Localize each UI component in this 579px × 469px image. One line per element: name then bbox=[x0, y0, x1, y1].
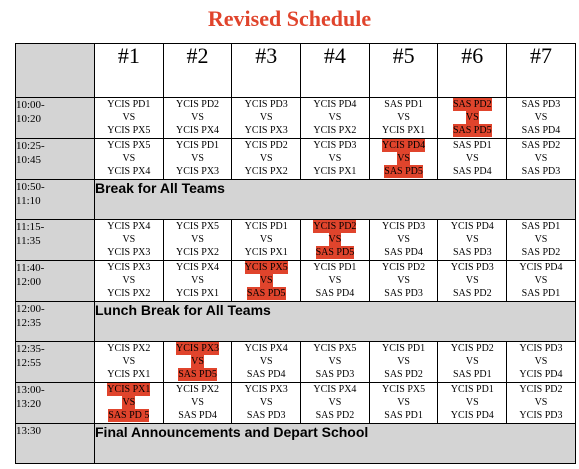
vs-label: VS bbox=[397, 153, 410, 164]
match-cell-highlighted bbox=[163, 342, 232, 383]
vs-label: VS bbox=[397, 234, 410, 245]
column-header: #7 bbox=[507, 44, 576, 98]
vs-label: VS bbox=[259, 397, 273, 408]
match-cell bbox=[95, 342, 164, 383]
vs-label: VS bbox=[191, 275, 204, 286]
time-label: 12:35 bbox=[16, 317, 42, 329]
match-cell bbox=[369, 220, 438, 261]
team-name: SAS PD2 bbox=[384, 369, 423, 380]
team-name: YCIS PX1 bbox=[382, 125, 426, 136]
team-name: YCIS PX3 bbox=[107, 247, 151, 258]
vs-label: VS bbox=[328, 112, 342, 123]
vs-label: VS bbox=[259, 234, 273, 245]
vs-label: VS bbox=[191, 397, 204, 408]
match-row bbox=[16, 342, 576, 383]
time-slot bbox=[16, 424, 95, 464]
team-name: SAS PD5 bbox=[246, 288, 286, 299]
team-name: YCIS PX3 bbox=[244, 125, 288, 136]
team-name: SAS PD1 bbox=[384, 410, 423, 421]
time-label: 12:00 bbox=[16, 276, 42, 288]
time-label: 10:50- bbox=[16, 181, 45, 193]
team-name: YCIS PX2 bbox=[175, 247, 220, 258]
match-cell bbox=[95, 261, 164, 302]
break-label: Lunch Break for All Teams bbox=[95, 302, 576, 342]
team-name: YCIS PD3 bbox=[519, 410, 563, 421]
team-name: YCIS PD2 bbox=[313, 221, 357, 232]
team-name: YCIS PD4 bbox=[519, 369, 563, 380]
match-row bbox=[16, 383, 576, 424]
match-cell bbox=[301, 98, 370, 139]
team-name: YCIS PX5 bbox=[382, 384, 426, 395]
match-cell bbox=[438, 261, 507, 302]
vs-label: VS bbox=[465, 275, 479, 286]
match-cell bbox=[507, 383, 576, 424]
header-corner bbox=[16, 44, 95, 98]
time-slot bbox=[16, 98, 95, 139]
team-name: YCIS PX4 bbox=[175, 262, 220, 273]
vs-label: VS bbox=[122, 153, 136, 164]
match-cell bbox=[369, 342, 438, 383]
match-cell bbox=[95, 220, 164, 261]
team-name: YCIS PX1 bbox=[313, 166, 357, 177]
team-name: SAS PD2 bbox=[521, 247, 561, 258]
time-label: 11:15- bbox=[16, 221, 45, 233]
column-header: #6 bbox=[438, 44, 507, 98]
match-cell bbox=[163, 220, 232, 261]
team-name: YCIS PX1 bbox=[175, 288, 220, 299]
team-name: YCIS PD4 bbox=[313, 99, 357, 110]
team-name: SAS PD3 bbox=[384, 288, 423, 299]
column-header: #1 bbox=[95, 44, 164, 98]
column-header: #5 bbox=[369, 44, 438, 98]
team-name: SAS PD2 bbox=[315, 410, 355, 421]
team-name: YCIS PX5 bbox=[175, 221, 220, 232]
break-label: Final Announcements and Depart School bbox=[95, 424, 576, 464]
vs-label: VS bbox=[328, 234, 342, 245]
time-slot bbox=[16, 139, 95, 180]
vs-label: VS bbox=[397, 112, 410, 123]
time-label: 13:30 bbox=[16, 425, 42, 437]
vs-label: VS bbox=[534, 234, 548, 245]
match-cell bbox=[369, 383, 438, 424]
team-name: YCIS PD2 bbox=[519, 384, 563, 395]
vs-label: VS bbox=[534, 356, 548, 367]
column-header: #4 bbox=[301, 44, 370, 98]
team-name: YCIS PD2 bbox=[450, 343, 494, 354]
team-name: YCIS PX1 bbox=[244, 247, 288, 258]
final-row bbox=[16, 424, 576, 464]
team-name: YCIS PX3 bbox=[107, 262, 151, 273]
team-name: YCIS PD2 bbox=[382, 262, 426, 273]
team-name: YCIS PD3 bbox=[244, 99, 288, 110]
team-name: YCIS PD4 bbox=[450, 221, 494, 232]
match-cell bbox=[301, 261, 370, 302]
match-cell bbox=[507, 342, 576, 383]
vs-label: VS bbox=[465, 234, 479, 245]
time-slot bbox=[16, 383, 95, 424]
team-name: YCIS PX4 bbox=[244, 343, 288, 354]
match-cell bbox=[438, 383, 507, 424]
time-label: 11:10 bbox=[16, 195, 41, 207]
team-name: YCIS PX5 bbox=[244, 262, 288, 273]
team-name: SAS PD4 bbox=[315, 288, 355, 299]
match-cell bbox=[232, 98, 301, 139]
team-name: YCIS PX2 bbox=[313, 125, 357, 136]
team-name: YCIS PD2 bbox=[244, 140, 288, 151]
schedule-table bbox=[15, 43, 576, 464]
team-name: SAS PD5 bbox=[452, 125, 492, 136]
time-label: 10:25- bbox=[16, 140, 45, 152]
team-name: SAS PD5 bbox=[315, 247, 355, 258]
vs-label: VS bbox=[397, 275, 410, 286]
vs-label: VS bbox=[191, 112, 204, 123]
vs-label: VS bbox=[259, 356, 273, 367]
match-cell bbox=[438, 139, 507, 180]
schedule-body bbox=[16, 44, 576, 464]
vs-label: VS bbox=[122, 112, 136, 123]
time-label: 10:20 bbox=[16, 113, 42, 125]
match-row bbox=[16, 261, 576, 302]
time-label: 12:55 bbox=[16, 357, 42, 369]
match-cell bbox=[301, 383, 370, 424]
match-cell bbox=[163, 98, 232, 139]
column-header: #3 bbox=[232, 44, 301, 98]
vs-label: VS bbox=[191, 153, 204, 164]
match-row bbox=[16, 220, 576, 261]
team-name: SAS PD 5 bbox=[108, 410, 150, 421]
vs-label: VS bbox=[465, 397, 479, 408]
team-name: YCIS PD1 bbox=[450, 384, 494, 395]
time-slot bbox=[16, 342, 95, 383]
team-name: SAS PD1 bbox=[452, 140, 492, 151]
team-name: YCIS PD1 bbox=[175, 140, 220, 151]
match-row bbox=[16, 139, 576, 180]
match-cell bbox=[95, 139, 164, 180]
vs-label: VS bbox=[122, 397, 136, 408]
vs-label: VS bbox=[534, 397, 548, 408]
team-name: SAS PD1 bbox=[452, 369, 492, 380]
match-cell-highlighted bbox=[232, 261, 301, 302]
team-name: YCIS PD1 bbox=[244, 221, 288, 232]
match-cell bbox=[232, 342, 301, 383]
time-label: 12:00- bbox=[16, 303, 45, 315]
break-row bbox=[16, 180, 576, 220]
team-name: SAS PD2 bbox=[452, 288, 492, 299]
time-slot bbox=[16, 180, 95, 220]
team-name: SAS PD5 bbox=[178, 369, 217, 380]
team-name: SAS PD1 bbox=[521, 288, 561, 299]
team-name: SAS PD3 bbox=[452, 247, 492, 258]
vs-label: VS bbox=[534, 275, 548, 286]
team-name: YCIS PD1 bbox=[382, 343, 426, 354]
match-cell bbox=[507, 220, 576, 261]
team-name: YCIS PD1 bbox=[313, 262, 357, 273]
vs-label: VS bbox=[328, 153, 342, 164]
vs-label: VS bbox=[534, 112, 548, 123]
team-name: YCIS PX3 bbox=[244, 384, 288, 395]
team-name: YCIS PX2 bbox=[107, 288, 151, 299]
vs-label: VS bbox=[534, 153, 548, 164]
team-name: SAS PD4 bbox=[452, 166, 492, 177]
team-name: SAS PD4 bbox=[246, 369, 286, 380]
team-name: YCIS PX1 bbox=[107, 384, 151, 395]
team-name: SAS PD3 bbox=[315, 369, 355, 380]
team-name: SAS PD4 bbox=[178, 410, 217, 421]
vs-label: VS bbox=[397, 356, 410, 367]
time-label: 11:40- bbox=[16, 262, 45, 274]
break-row bbox=[16, 302, 576, 342]
match-cell bbox=[438, 220, 507, 261]
team-name: SAS PD4 bbox=[521, 125, 561, 136]
vs-label: VS bbox=[191, 234, 204, 245]
team-name: SAS PD2 bbox=[521, 140, 561, 151]
team-name: SAS PD1 bbox=[384, 99, 423, 110]
team-name: YCIS PX5 bbox=[107, 125, 151, 136]
match-cell bbox=[438, 342, 507, 383]
match-cell bbox=[163, 261, 232, 302]
match-cell-highlighted bbox=[301, 220, 370, 261]
match-cell bbox=[163, 139, 232, 180]
vs-label: VS bbox=[259, 153, 273, 164]
vs-label: VS bbox=[259, 112, 273, 123]
match-cell bbox=[507, 139, 576, 180]
team-name: SAS PD3 bbox=[246, 410, 286, 421]
match-cell-highlighted bbox=[95, 383, 164, 424]
team-name: YCIS PD1 bbox=[107, 99, 151, 110]
header-row bbox=[16, 44, 576, 98]
team-name: YCIS PX4 bbox=[107, 221, 151, 232]
match-cell bbox=[301, 342, 370, 383]
match-cell bbox=[95, 98, 164, 139]
team-name: YCIS PX2 bbox=[175, 384, 220, 395]
team-name: YCIS PX3 bbox=[175, 343, 220, 354]
team-name: SAS PD3 bbox=[521, 166, 561, 177]
match-cell bbox=[163, 383, 232, 424]
match-cell-highlighted bbox=[438, 98, 507, 139]
vs-label: VS bbox=[465, 153, 479, 164]
match-cell bbox=[507, 261, 576, 302]
break-label: Break for All Teams bbox=[95, 180, 576, 220]
vs-label: VS bbox=[397, 397, 410, 408]
vs-label: VS bbox=[465, 112, 479, 123]
time-label: 13:20 bbox=[16, 398, 42, 410]
time-slot bbox=[16, 302, 95, 342]
team-name: YCIS PD2 bbox=[175, 99, 220, 110]
page-title: Revised Schedule bbox=[207, 6, 372, 31]
vs-label: VS bbox=[465, 356, 479, 367]
team-name: YCIS PX1 bbox=[107, 369, 151, 380]
team-name: YCIS PD3 bbox=[382, 221, 426, 232]
vs-label: VS bbox=[328, 356, 342, 367]
match-cell bbox=[369, 98, 438, 139]
vs-label: VS bbox=[328, 275, 342, 286]
time-label: 13:00- bbox=[16, 384, 45, 396]
vs-label: VS bbox=[122, 234, 136, 245]
team-name: YCIS PX4 bbox=[175, 125, 220, 136]
time-slot bbox=[16, 261, 95, 302]
team-name: SAS PD3 bbox=[521, 99, 561, 110]
match-cell bbox=[232, 383, 301, 424]
time-label: 12:35- bbox=[16, 343, 45, 355]
team-name: SAS PD4 bbox=[384, 247, 423, 258]
vs-label: VS bbox=[122, 275, 136, 286]
match-row bbox=[16, 98, 576, 139]
match-cell bbox=[301, 139, 370, 180]
team-name: YCIS PX4 bbox=[313, 384, 357, 395]
match-cell bbox=[369, 261, 438, 302]
team-name: YCIS PD3 bbox=[313, 140, 357, 151]
time-label: 10:45 bbox=[16, 154, 42, 166]
team-name: SAS PD1 bbox=[521, 221, 561, 232]
vs-label: VS bbox=[122, 356, 136, 367]
time-label: 10:00- bbox=[16, 99, 45, 111]
time-label: 11:35 bbox=[16, 235, 41, 247]
team-name: YCIS PD4 bbox=[382, 140, 426, 151]
vs-label: VS bbox=[259, 275, 273, 286]
match-cell bbox=[232, 139, 301, 180]
vs-label: VS bbox=[328, 397, 342, 408]
team-name: YCIS PD4 bbox=[450, 410, 494, 421]
match-cell-highlighted bbox=[369, 139, 438, 180]
vs-label: VS bbox=[191, 356, 204, 367]
team-name: YCIS PX3 bbox=[175, 166, 220, 177]
team-name: YCIS PX4 bbox=[107, 166, 151, 177]
team-name: YCIS PD3 bbox=[450, 262, 494, 273]
team-name: YCIS PX2 bbox=[107, 343, 151, 354]
team-name: SAS PD5 bbox=[384, 166, 423, 177]
time-slot bbox=[16, 220, 95, 261]
match-cell bbox=[232, 220, 301, 261]
team-name: SAS PD2 bbox=[452, 99, 492, 110]
team-name: YCIS PX5 bbox=[313, 343, 357, 354]
team-name: YCIS PD3 bbox=[519, 343, 563, 354]
match-cell bbox=[507, 98, 576, 139]
team-name: YCIS PD4 bbox=[519, 262, 563, 273]
team-name: YCIS PX2 bbox=[244, 166, 288, 177]
team-name: YCIS PX5 bbox=[107, 140, 151, 151]
column-header: #2 bbox=[163, 44, 232, 98]
